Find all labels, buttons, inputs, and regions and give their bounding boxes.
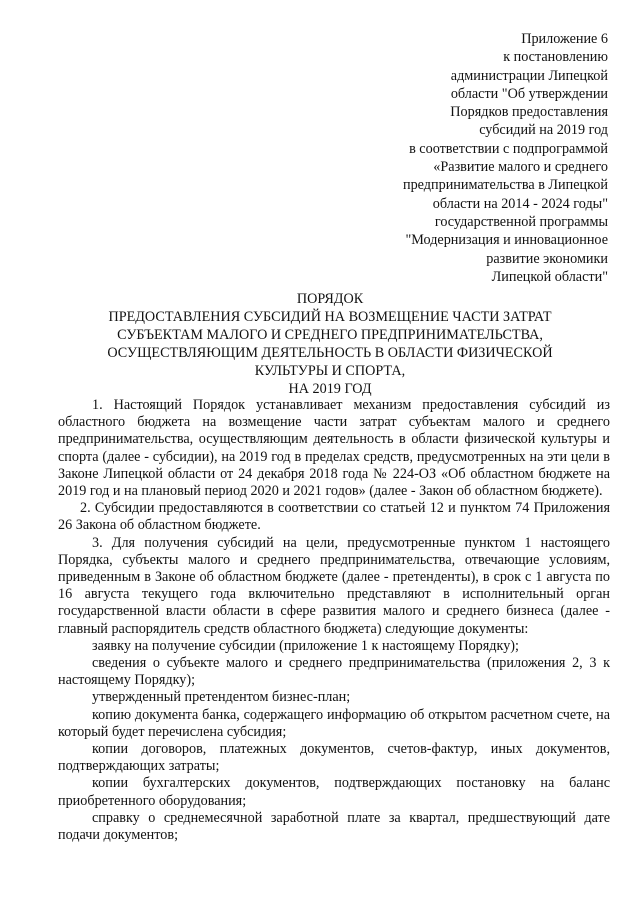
title-line: СУБЪЕКТАМ МАЛОГО И СРЕДНЕГО ПРЕДПРИНИМАТЕЛЬСТВА, <box>117 327 543 343</box>
appendix-line: государственной программы <box>434 213 608 230</box>
appendix-line: к постановлению <box>503 49 608 66</box>
appendix-line: Порядков предоставления <box>450 104 608 121</box>
title-line: ОСУЩЕСТВЛЯЮЩИМ ДЕЯТЕЛЬНОСТЬ В ОБЛАСТИ ФИЗИЧЕСКОЙ <box>107 345 553 361</box>
document-list-item: сведения о субъекте малого и среднего предпринимательства (приложения 2, 3 к настоящему Порядку); <box>58 655 610 689</box>
appendix-line: Липецкой области" <box>491 268 608 285</box>
appendix-line: администрации Липецкой <box>450 67 608 84</box>
paragraph-2: 2. Субсидии предоставляются в соответствии со статьей 12 и пунктом 74 Приложения 26 Закона об областном бюджете. <box>58 500 610 534</box>
title-line: КУЛЬТУРЫ И СПОРТА, <box>254 363 406 379</box>
document-list-item: копии договоров, платежных документов, счетов-фактур, иных документов, подтверждающих затраты; <box>58 741 610 775</box>
appendix-line: области "Об утверждении <box>450 85 608 102</box>
appendix-header <box>308 30 608 286</box>
appendix-line: субсидий на 2019 год <box>479 122 608 139</box>
appendix-line: Приложение 6 <box>521 31 608 47</box>
title-line: НА 2019 ГОД <box>288 381 372 397</box>
title-line: ПОРЯДОК <box>296 291 364 307</box>
appendix-line: области на 2014 - 2024 годы" <box>432 195 608 212</box>
document-list-item: копию документа банка, содержащего информацию об открытом расчетном счете, на который будет перечислена субсидия; <box>58 706 610 740</box>
appendix-line: развитие экономики <box>486 250 608 267</box>
document-list-item: справку о среднемесячной заработной плате за квартал, предшествующий дате подачи документов; <box>58 809 610 844</box>
document-list-item: заявку на получение субсидии (приложение 1 к настоящему Порядку); <box>92 637 519 654</box>
appendix-line: "Модернизация и инновационное <box>405 232 608 249</box>
document-list-item: утвержденный претендентом бизнес-план; <box>92 689 351 706</box>
document-list-item: копии бухгалтерских документов, подтверждающих постановку на баланс приобретенного оборудования; <box>58 775 610 809</box>
title-line: ПРЕДОСТАВЛЕНИЯ СУБСИДИЙ НА ВОЗМЕЩЕНИЕ ЧАСТИ ЗАТРАТ <box>108 309 552 325</box>
paragraph-3: 3. Для получения субсидий на цели, предусмотренные пунктом 1 настоящего Порядка, субъекты малого и среднего предпринимательства, отвечающие условиям, приведенным в Законе об областном бюджете (далее - претенденты), в срок с 1 августа по 16 августа текущего года включительно представляют в исполнительный орган государственной власти области в сфере развития малого и среднего бизнеса (далее - главный распорядитель средств областного бюджета) следующие документы: <box>58 534 610 637</box>
paragraph-1: 1. Настоящий Порядок устанавливает механизм предоставления субсидий из областного бюджета на возмещение части затрат субъектам малого и среднего предпринимательства, осуществляющим деятельность в области физической культуры и спорта (далее - субсидии), на 2019 год в пределах средств, предусмотренных на эти цели в Законе Липецкой области от 24 декабря 2018 года № 224-ОЗ «Об областном бюджете на 2019 год и на плановый период 2020 и 2021 годов» (далее - Закон об областном бюджете). <box>58 397 610 500</box>
appendix-line: в соответствии с подпрограммой <box>409 140 608 157</box>
document-body <box>58 397 610 844</box>
document-title <box>60 290 600 398</box>
appendix-line: предпринимательства в Липецкой <box>403 177 608 194</box>
appendix-line: «Развитие малого и среднего <box>433 159 608 176</box>
